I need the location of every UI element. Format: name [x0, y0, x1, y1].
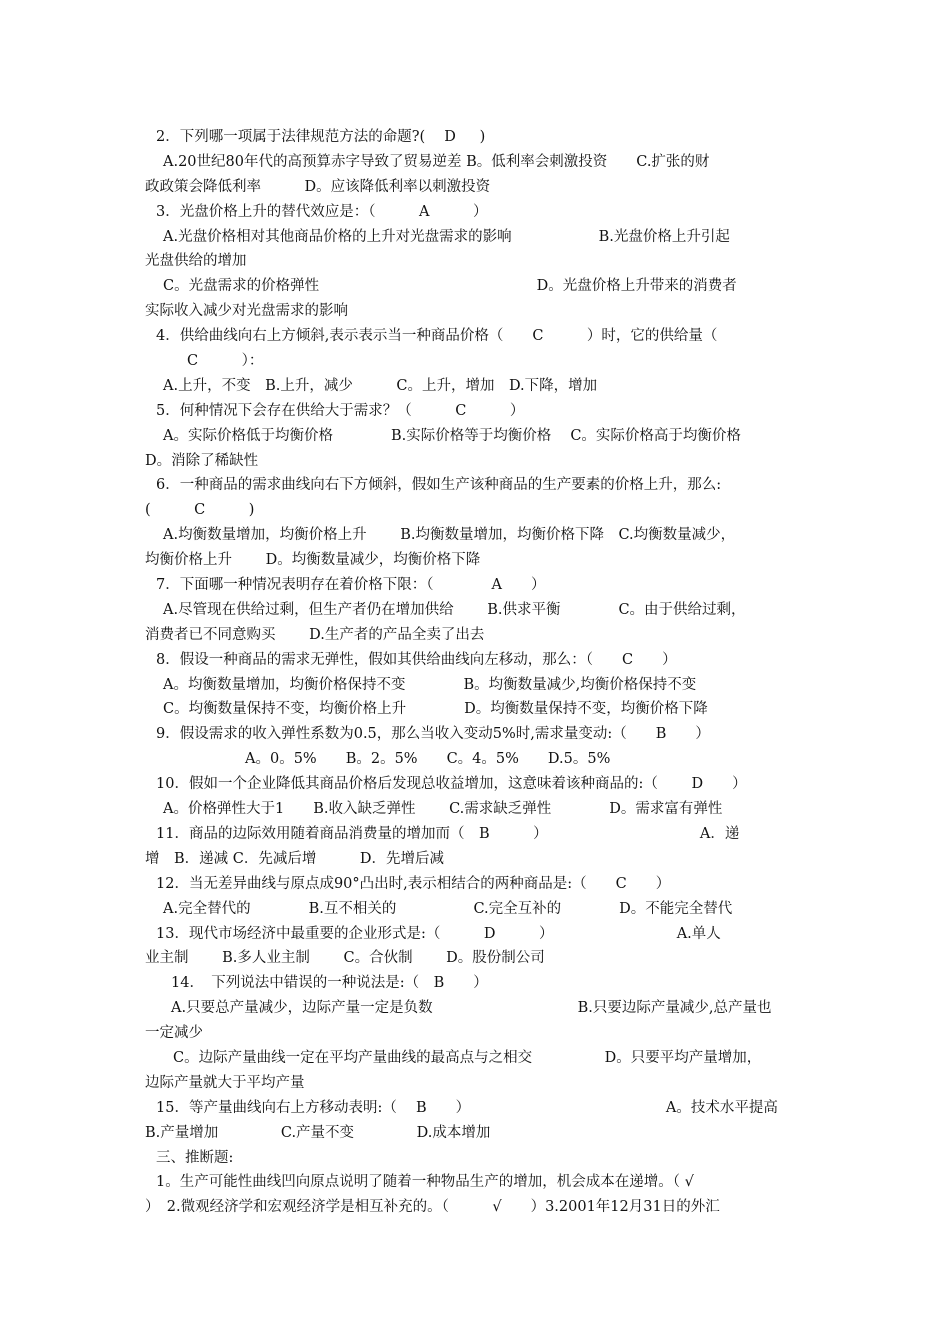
text-line: C。边际产量曲线一定在平均产量曲线的最高点与之相交 D。只要平均产量增加，	[173, 1049, 762, 1066]
text-line: A.上升，不变 B.上升，减少 C。上升，增加 D.下降，增加	[163, 377, 598, 394]
text-line: C。光盘需求的价格弹性 D。光盘价格上升带来的消费者	[163, 278, 737, 295]
text-line: A。实际价格低于均衡价格 B.实际价格等于均衡价格 C。实际价格高于均衡价格	[163, 427, 741, 444]
text-line: B.产量增加 C.产量不变 D.成本增加	[145, 1124, 491, 1141]
text-line: A.只要总产量减少，边际产量一定是负数 B.只要边际产量减少,总产量也	[171, 1000, 772, 1017]
text-line: 9．假设需求的收入弹性系数为0.5，那么当收入变动5%时,需求量变动:（ B ）	[156, 726, 710, 743]
text-line: 政政策会降低利率 D。应该降低利率以刺激投资	[145, 178, 491, 195]
text-line: 均衡价格上升 D。均衡数量减少，均衡价格下降	[145, 552, 481, 569]
text-line: 2．下列哪一项属于法律规范方法的命题?( D )	[156, 129, 486, 145]
text-line: 3．光盘价格上升的替代效应是：（ A ）	[156, 203, 488, 220]
text-line: A。均衡数量增加，均衡价格保持不变 B。均衡数量减少,均衡价格保持不变	[163, 676, 697, 693]
text-line: A.20世纪80年代的高预算赤字导致了贸易逆差 B。低利率会刺激投资 C.扩张的财	[163, 153, 710, 170]
document-body	[145, 125, 813, 1220]
text-line: A.尽管现在供给过剩，但生产者仍在增加供给 B.供求平衡 C。由于供给过剩，	[163, 601, 746, 618]
text-line: C ）：	[187, 353, 264, 370]
text-line: 光盘供给的增加	[145, 253, 247, 270]
text-line: A.完全替代的 B.互不相关的 C.完全互补的 D。不能完全替代	[163, 900, 733, 917]
text-line: 消费者已不同意购买 D.生产者的产品全卖了出去	[145, 626, 485, 643]
text-line: 11．商品的边际效用随着商品消费量的增加而（ B ） A．递	[156, 825, 740, 842]
text-line: 边际产量就大于平均产量	[145, 1074, 305, 1091]
text-line: 5．何种情况下会存在供给大于需求？（ C ）	[156, 402, 525, 419]
text-line: A。价格弹性大于1 B.收入缺乏弹性 C.需求缺乏弹性 D。需求富有弹性	[163, 801, 723, 818]
text-line: A。0。5% B。2。5% C。4。5% D.5。5%	[245, 751, 611, 768]
text-line: 增 B．递减 C．先减后增 D．先增后减	[145, 850, 444, 867]
text-line: 一定减少	[145, 1025, 203, 1042]
text-line: 1。生产可能性曲线凹向原点说明了随着一种物品生产的增加，机会成本在递增。（ √	[156, 1174, 694, 1191]
text-line: 10．假如一个企业降低其商品价格后发现总收益增加，这意味着该种商品的:（ D ）	[156, 776, 747, 793]
text-line: ( C )	[145, 502, 255, 519]
text-line: 三、推断题:	[156, 1149, 234, 1166]
text-line: A.光盘价格相对其他商品价格的上升对光盘需求的影响 B.光盘价格上升引起	[163, 228, 730, 245]
text-line: 业主制 B.多人业主制 C。合伙制 D。股份制公司	[145, 950, 545, 967]
text-line: C。均衡数量保持不变，均衡价格上升 D。均衡数量保持不变，均衡价格下降	[163, 701, 708, 718]
text-line: 8．假设一种商品的需求无弹性，假如其供给曲线向左移动，那么：（ C ）	[156, 651, 677, 668]
text-line: 14． 下列说法中错误的一种说法是:（ B ）	[171, 975, 488, 992]
text-line: D。消除了稀缺性	[145, 452, 259, 469]
text-line: ） 2.微观经济学和宏观经济学是相互补充的。（ √ ）3.2001年12月31日的外汇	[145, 1199, 720, 1216]
text-line: 7．下面哪一种情况表明存在着价格下限：（ A ）	[156, 577, 546, 594]
text-line: 实际收入减少对光盘需求的影响	[145, 303, 348, 320]
text-line: A.均衡数量增加，均衡价格上升 B.均衡数量增加，均衡价格下降 C.均衡数量减少，	[163, 527, 736, 544]
text-line: 4．供给曲线向右上方倾斜,表示表示当一种商品价格（ C ）时，它的供给量（	[156, 328, 718, 345]
text-line: 15．等产量曲线向右上方移动表明:（ B ） A。技术水平提高	[156, 1099, 778, 1116]
text-line: 6．一种商品的需求曲线向右下方倾斜，假如生产该种商品的生产要素的价格上升，那么:	[156, 477, 722, 494]
text-line: 12．当无差异曲线与原点成90°凸出时,表示相结合的两种商品是:（ C ）	[156, 875, 671, 892]
text-line: 13．现代市场经济中最重要的企业形式是:（ D ） A.单人	[156, 925, 721, 942]
